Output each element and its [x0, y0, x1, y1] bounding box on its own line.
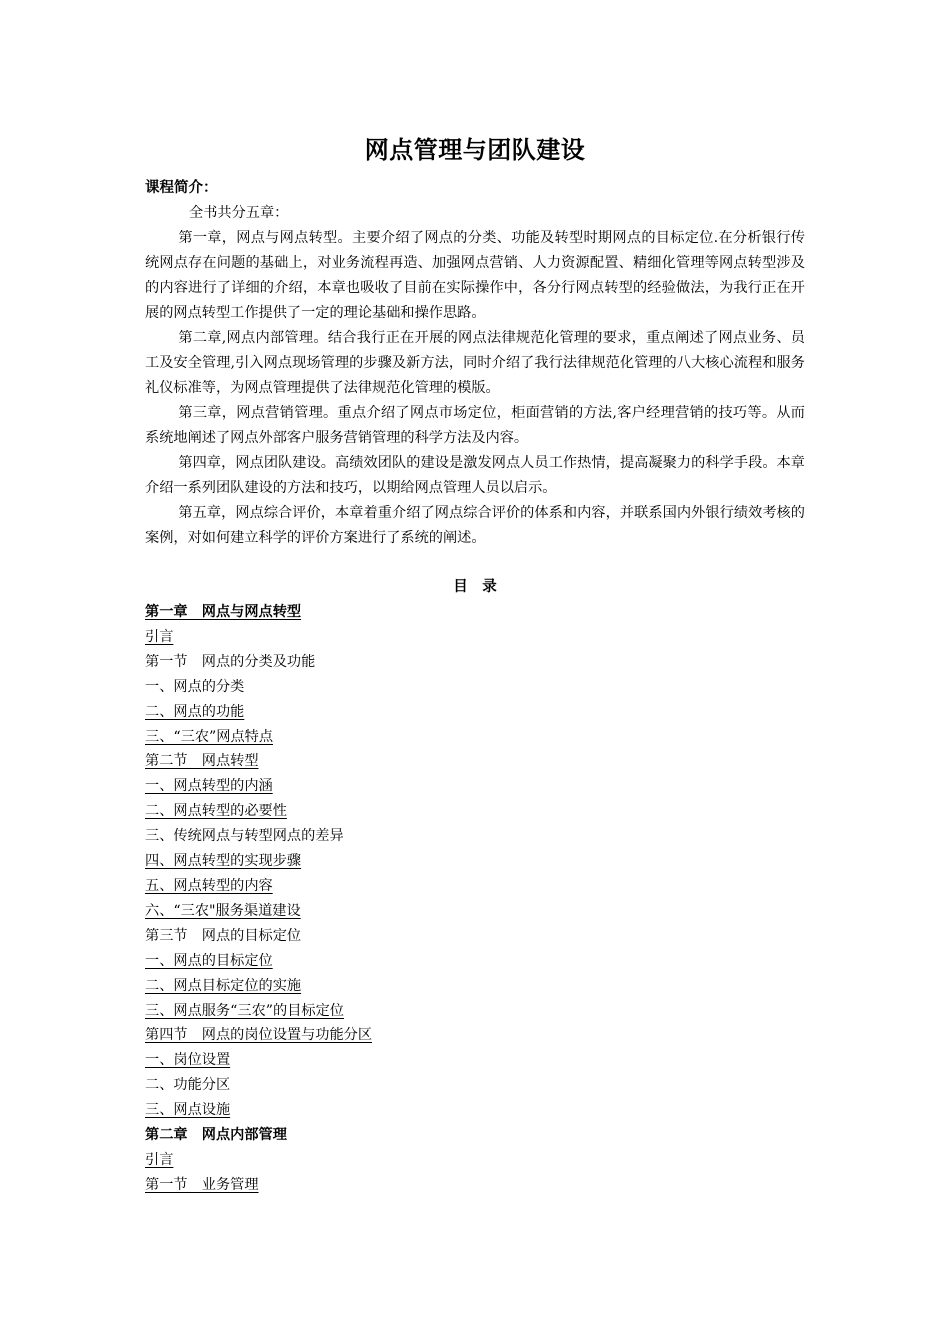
toc-entry[interactable]: [145, 999, 805, 1024]
toc-entry-text: 四、网点转型的实现步骤: [145, 853, 302, 870]
toc-entry[interactable]: [145, 774, 805, 799]
toc-entry[interactable]: [145, 725, 805, 750]
toc-entry-text: 第二章 网点内部管理: [145, 1127, 287, 1144]
toc-chapter-entry: [145, 1123, 805, 1148]
toc-entry[interactable]: [145, 799, 805, 824]
toc-entry[interactable]: [145, 874, 805, 899]
toc-entry-text: 三、网点服务“三农”的目标定位: [145, 1002, 344, 1019]
intro-paragraph: 第五章，网点综合评价，本章着重介绍了网点综合评价的体系和内容，并联系国内外银行绩效考核的案例，对如何建立科学的评价方案进行了系统的阐述。: [145, 505, 805, 546]
toc-entry-text: 三、“三农”网点特点: [145, 728, 274, 745]
course-intro-body: [145, 201, 805, 551]
toc-entry: [145, 650, 805, 675]
toc-entry: [145, 675, 805, 700]
intro-paragraph: 第四章，网点团队建设。高绩效团队的建设是激发网点人员工作热情，提高凝聚力的科学手段。本章介绍一系列团队建设的方法和技巧，以期给网点管理人员以启示。: [145, 455, 805, 496]
toc-entry-text: 第三节 网点的目标定位: [145, 927, 302, 944]
toc-entry-text: 一、岗位设置: [145, 1052, 231, 1069]
intro-paragraph: 第三章，网点营销管理。重点介绍了网点市场定位，柜面营销的方法,客户经理营销的技巧等。从而系统地阐述了网点外部客户服务营销管理的科学方法及内容。: [145, 405, 805, 446]
toc-entry-text: 第一节 网点的分类及功能: [145, 653, 316, 670]
toc-entry[interactable]: [145, 849, 805, 874]
toc-entry-text: 引言: [145, 1151, 174, 1168]
toc-entry: [145, 824, 805, 849]
toc-entry-text: 第一节 业务管理: [145, 1176, 259, 1193]
intro-paragraph: 全书共分五章：: [189, 205, 289, 221]
toc-entry-text: 三、传统网点与转型网点的差异: [145, 828, 344, 845]
toc-entry-text: 六、“三农"服务渠道建设: [145, 902, 301, 919]
toc-entry-text: 二、网点转型的必要性: [145, 803, 287, 820]
toc-entry-text: 一、网点的目标定位: [145, 952, 273, 969]
toc-entry[interactable]: [145, 700, 805, 725]
toc-entry[interactable]: [145, 1023, 805, 1048]
toc-entry[interactable]: [145, 974, 805, 999]
toc-entry-text: 五、网点转型的内容: [145, 877, 273, 894]
toc-entry[interactable]: [145, 625, 805, 650]
toc-entry-text: 第一章 网点与网点转型: [145, 604, 302, 620]
toc-entry-text: 二、网点目标定位的实施: [145, 977, 302, 994]
toc-entry[interactable]: [145, 949, 805, 974]
document-title: 网点管理与团队建设: [364, 136, 586, 164]
toc-entry-text: 二、网点的功能: [145, 703, 245, 720]
toc-entry: [145, 1073, 805, 1098]
toc-entry-text: 一、网点的分类: [145, 678, 245, 695]
toc-entry[interactable]: [145, 899, 805, 924]
toc-entry[interactable]: [145, 1173, 805, 1198]
toc-entry-text: 第四节 网点的岗位设置与功能分区: [145, 1027, 373, 1044]
document-page: [145, 130, 805, 1198]
toc-entry[interactable]: [145, 1148, 805, 1173]
intro-paragraph: 第二章,网点内部管理。结合我行正在开展的网点法律规范化管理的要求，重点阐述了网点业务、员工及安全管理,引入网点现场管理的步骤及新方法，同时介绍了我行法律规范化管理的八大核心流程和服务礼仪标准等，为网点管理提供了法律规范化管理的模版。: [145, 330, 805, 396]
course-intro-heading: 课程简介：: [145, 180, 218, 196]
toc-entry: [145, 924, 805, 949]
toc-chapter-entry[interactable]: [145, 600, 805, 625]
table-of-contents: [145, 600, 805, 1198]
toc-entry-text: 一、网点转型的内涵: [145, 778, 273, 795]
toc-entry-text: 三、网点设施: [145, 1102, 231, 1119]
toc-entry[interactable]: [145, 1048, 805, 1073]
toc-entry[interactable]: [145, 749, 805, 774]
toc-entry-text: 二、功能分区: [145, 1077, 231, 1094]
intro-paragraph: 第一章，网点与网点转型。主要介绍了网点的分类、功能及转型时期网点的目标定位.在分析银行传统网点存在问题的基础上，对业务流程再造、加强网点营销、人力资源配置、精细化管理等网点转型涉及的内容进行了详细的介绍，本章也吸收了目前在实际操作中，各分行网点转型的经验做法，为我行正在开展的网点转型工作提供了一定的理论基础和操作思路。: [145, 230, 805, 321]
toc-heading: 目 录: [453, 579, 497, 595]
toc-entry[interactable]: [145, 1098, 805, 1123]
toc-entry-text: 第二节 网点转型: [145, 753, 259, 770]
toc-entry-text: 引言: [145, 628, 174, 645]
